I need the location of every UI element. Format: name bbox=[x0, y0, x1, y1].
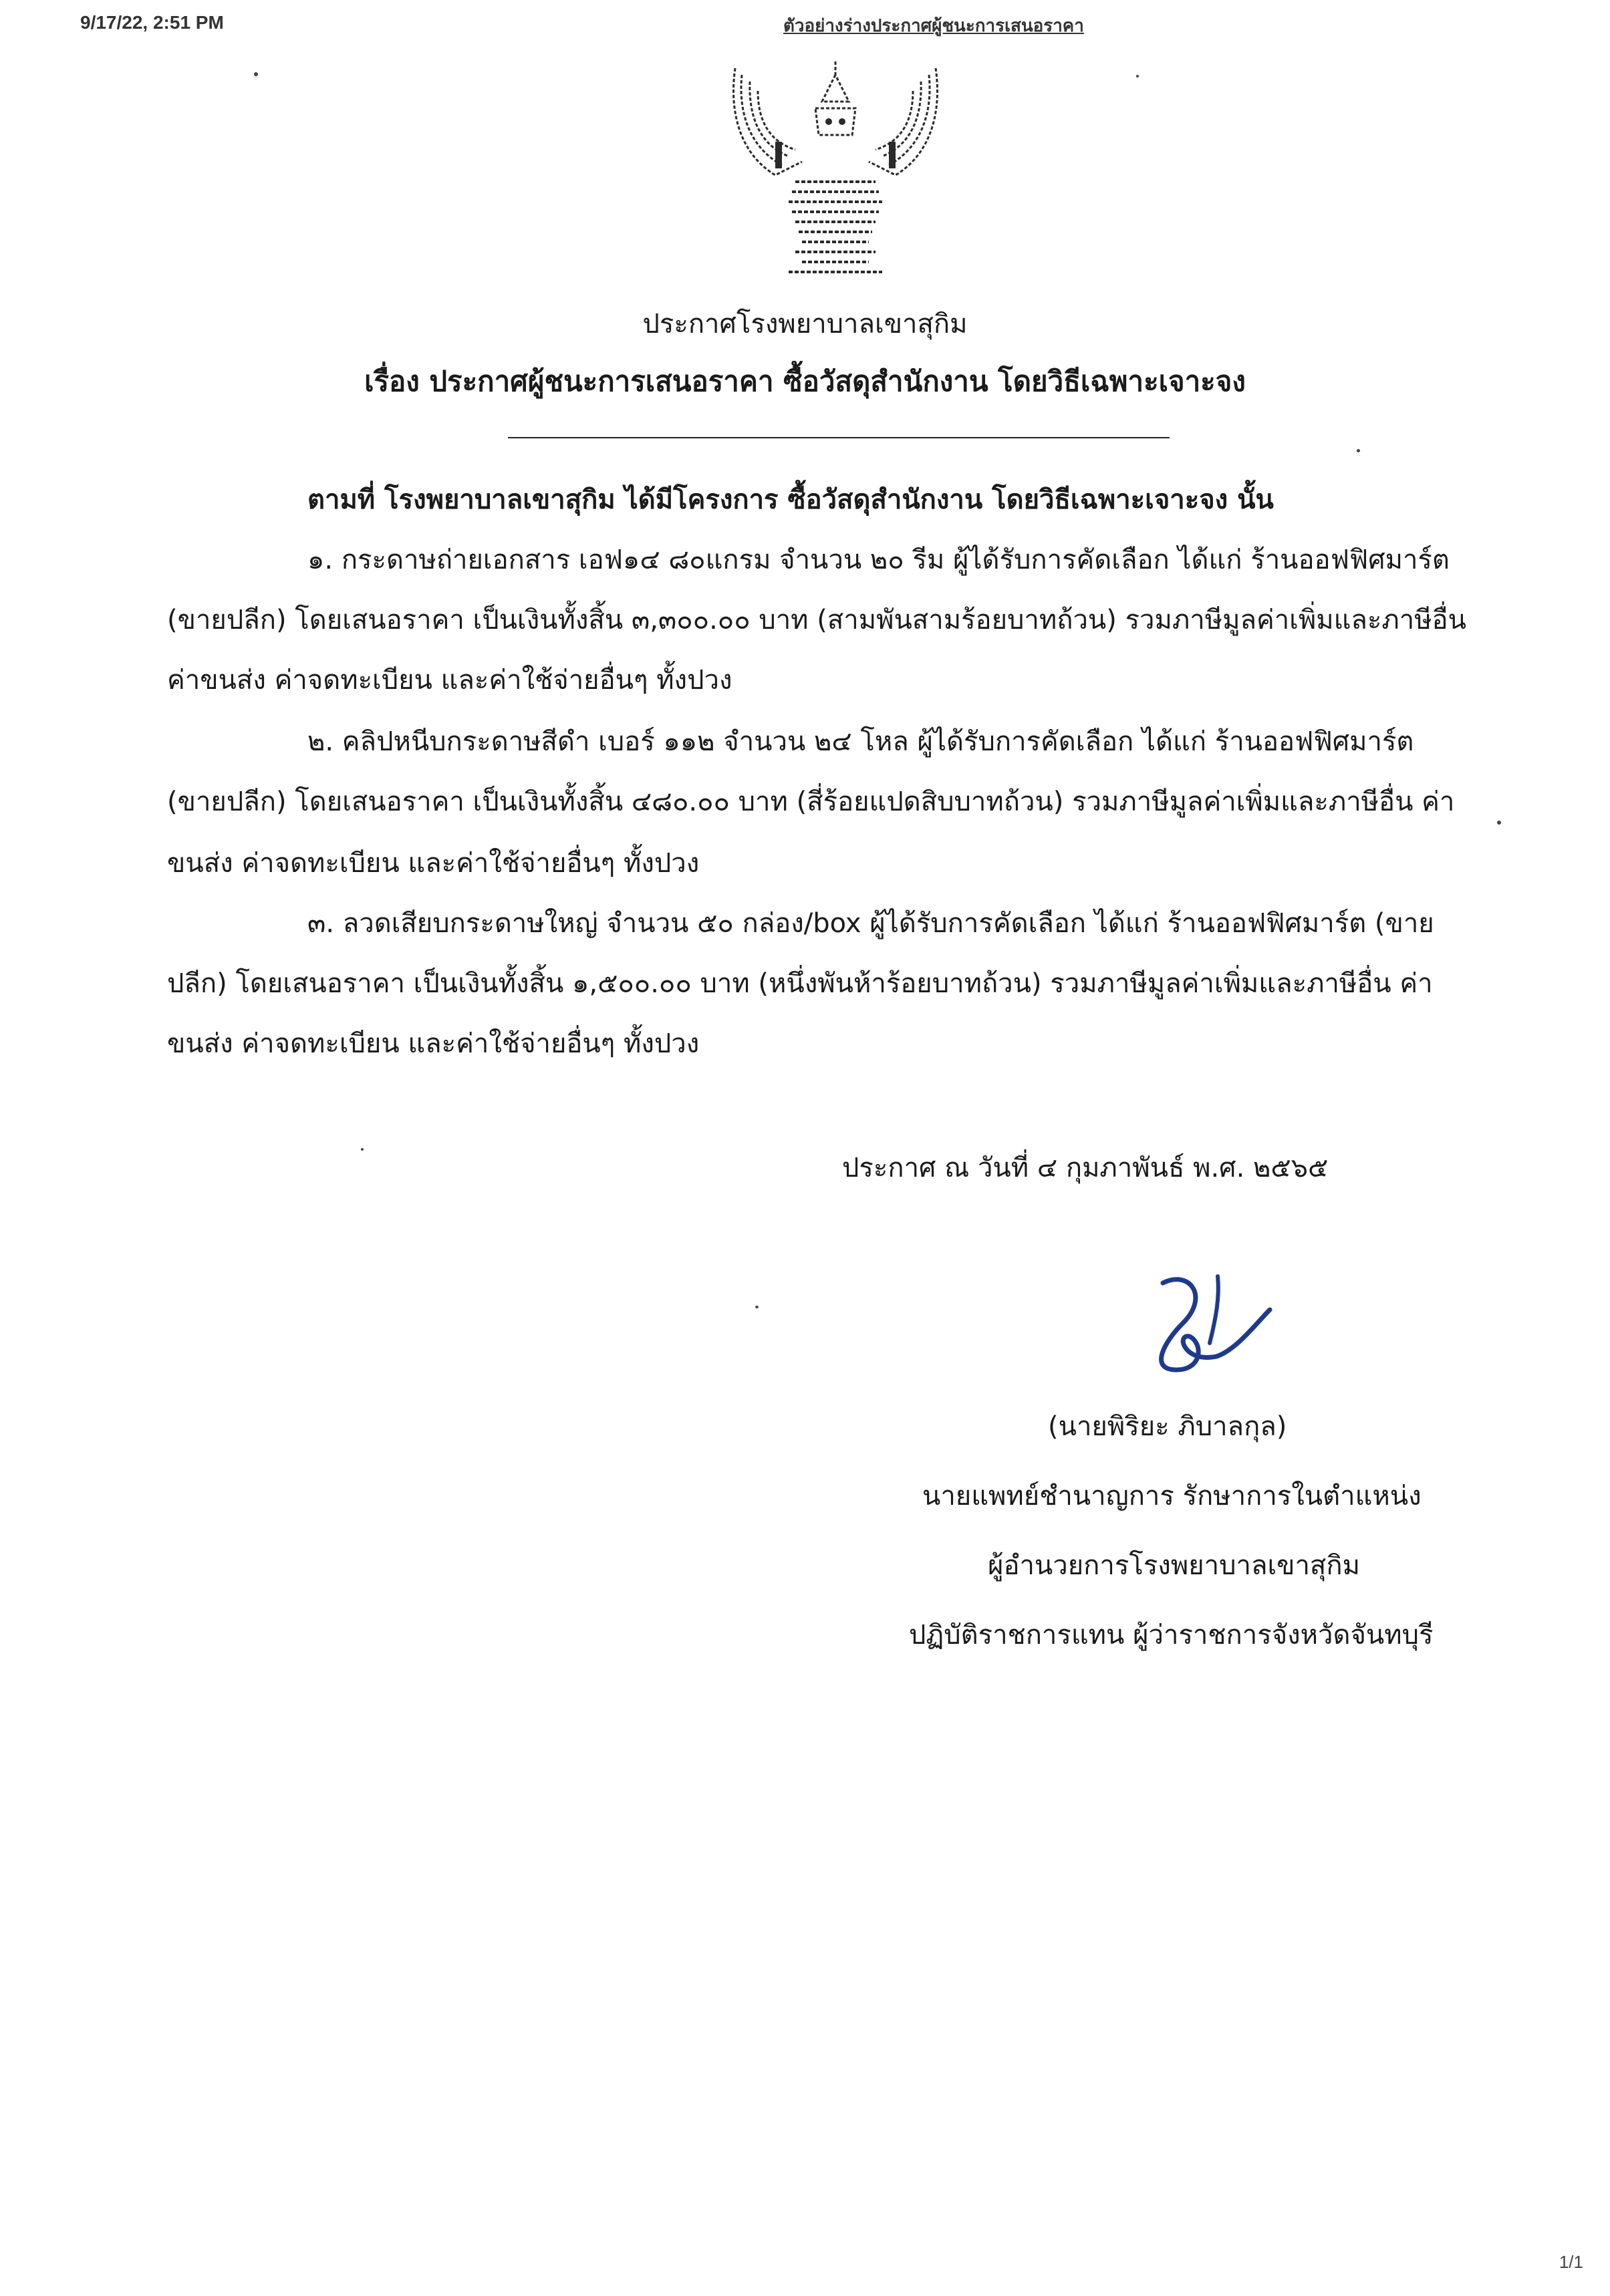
item-2-line-1: ๒. คลิปหนีบกระดาษสีดำ เบอร์ ๑๑๒ จำนวน ๒๔ โหล ผู้ได้รับการคัดเลือก ได้แก่ ร้านออฟฟิศมาร์ต bbox=[307, 726, 1414, 757]
scan-speck bbox=[1136, 75, 1139, 78]
announcement-date: ประกาศ ณ วันที่ ๔ กุมภาพันธ์ พ.ศ. ๒๕๖๕ bbox=[842, 1153, 1329, 1183]
intro-paragraph: ตามที่ โรงพยาบาลเขาสุกิม ได้มีโครงการ ซื้อวัสดุสำนักงาน โดยวิธีเฉพาะเจาะจง นั้น bbox=[307, 484, 1274, 515]
scan-speck bbox=[361, 1148, 364, 1151]
item-1-line-3: ค่าขนส่ง ค่าจดทะเบียน และค่าใช้จ่ายอื่นๆ ทั้งปวง bbox=[167, 665, 732, 696]
signatory-position: นายแพทย์ชำนาญการ รักษาการในตำแหน่ง bbox=[922, 1481, 1422, 1512]
scan-speck bbox=[1497, 821, 1501, 825]
signatory-acting: ปฏิบัติราชการแทน ผู้ว่าราชการจังหวัดจันทบุรี bbox=[909, 1620, 1434, 1651]
signatory-office: ผู้อำนวยการโรงพยาบาลเขาสุกิม bbox=[988, 1550, 1360, 1581]
title-divider bbox=[508, 437, 1170, 438]
scan-speck bbox=[755, 1306, 759, 1308]
print-datetime: 9/17/22, 2:51 PM bbox=[80, 12, 224, 33]
item-3-line-2: ปลีก) โดยเสนอราคา เป็นเงินทั้งสิ้น ๑,๕๐๐.๐๐ บาท (หนึ่งพันห้าร้อยบาทถ้วน) รวมภาษีมูลค่าเพิ่มและภาษีอื่น ค่า bbox=[167, 968, 1433, 999]
handwritten-signature-icon bbox=[1136, 1270, 1277, 1383]
announcement-subject: เรื่อง ประกาศผู้ชนะการเสนอราคา ซื้อวัสดุสำนักงาน โดยวิธีเฉพาะเจาะจง bbox=[364, 365, 1246, 398]
item-2-line-2: (ขายปลีก) โดยเสนอราคา เป็นเงินทั้งสิ้น ๔๘๐.๐๐ บาท (สี่ร้อยแปดสิบบาทถ้วน) รวมภาษีมูลค่าเพิ่มและภาษีอื่น ค่า bbox=[167, 786, 1455, 817]
page-number: 1/1 bbox=[1559, 2252, 1583, 2272]
item-2-line-3: ขนส่ง ค่าจดทะเบียน และค่าใช้จ่ายอื่นๆ ทั้งปวง bbox=[167, 848, 700, 879]
scan-speck bbox=[1357, 449, 1360, 452]
item-1-line-2: (ขายปลีก) โดยเสนอราคา เป็นเงินทั้งสิ้น ๓,๓๐๐.๐๐ บาท (สามพันสามร้อยบาทถ้วน) รวมภาษีมูลค่าเพิ่มและภาษีอื่น bbox=[167, 605, 1466, 635]
garuda-emblem-icon bbox=[728, 61, 942, 282]
scan-speck bbox=[254, 72, 258, 76]
item-3-line-1: ๓. ลวดเสียบกระดาษใหญ่ จำนวน ๕๐ กล่อง/box ผู้ได้รับการคัดเลือก ได้แก่ ร้านออฟฟิศมาร์ต (ขาย bbox=[307, 908, 1434, 939]
item-3-line-3: ขนส่ง ค่าจดทะเบียน และค่าใช้จ่ายอื่นๆ ทั้งปวง bbox=[167, 1028, 700, 1059]
print-document-title: ตัวอย่างร่างประกาศผู้ชนะการเสนอราคา bbox=[783, 15, 1084, 35]
item-1-line-1: ๑. กระดาษถ่ายเอกสาร เอฟ๑๔ ๘๐แกรม จำนวน ๒๐ รีม ผู้ได้รับการคัดเลือก ได้แก่ ร้านออฟฟิศมาร์ต bbox=[307, 545, 1450, 575]
announcement-title: ประกาศโรงพยาบาลเขาสุกิม bbox=[642, 309, 968, 339]
signatory-name: (นายพิริยะ ภิบาลกุล) bbox=[1048, 1411, 1287, 1442]
